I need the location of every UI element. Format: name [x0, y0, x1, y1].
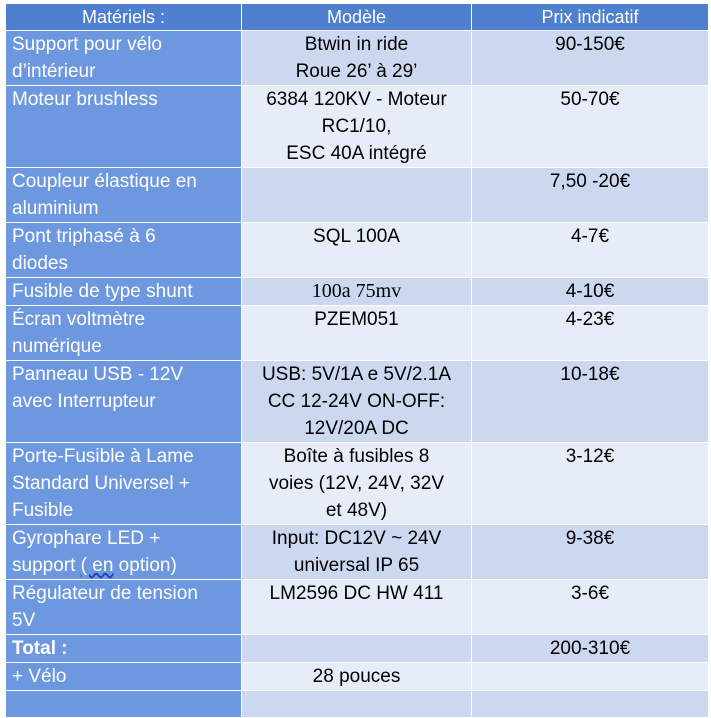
material-name: Porte-Fusible à Lame Standard Universel + Fusible	[6, 443, 242, 525]
model-cell	[242, 168, 472, 223]
model-cell	[242, 691, 472, 718]
price-cell: 50-70€	[472, 86, 709, 168]
material-name: Gyrophare LED + support ( en option)	[6, 525, 242, 580]
model-cell: Btwin in ride Roue 26’ à 29’	[242, 31, 472, 86]
price-cell: 3-6€	[472, 580, 709, 635]
table-row	[6, 580, 709, 635]
price-cell	[472, 691, 709, 718]
header-row	[6, 4, 709, 31]
table-row	[6, 663, 709, 691]
table-row	[6, 306, 709, 361]
price-cell: 9-38€	[472, 525, 709, 580]
price-cell: 3-12€	[472, 443, 709, 525]
table-row	[6, 691, 709, 718]
material-name: Support pour vélo d’intérieur	[6, 31, 242, 86]
model-cell: 6384 120KV - Moteur RC1/10, ESC 40A intégré	[242, 86, 472, 168]
total-row	[6, 635, 709, 663]
material-name: Régulateur de tension 5V	[6, 580, 242, 635]
model-cell: PZEM051	[242, 306, 472, 361]
table-row	[6, 31, 709, 86]
model-cell: 28 pouces	[242, 663, 472, 691]
header-model: Modèle	[242, 4, 472, 31]
total-price: 200-310€	[472, 635, 709, 663]
table-row	[6, 168, 709, 223]
model-cell	[242, 635, 472, 663]
price-cell: 4-10€	[472, 278, 709, 306]
material-name	[6, 691, 242, 718]
material-name: Panneau USB - 12V avec Interrupteur	[6, 361, 242, 443]
header-materials: Matériels :	[6, 4, 242, 31]
price-cell: 90-150€	[472, 31, 709, 86]
material-name: Pont triphasé à 6 diodes	[6, 223, 242, 278]
material-name: + Vélo	[6, 663, 242, 691]
table-row	[6, 361, 709, 443]
spellcheck-underline: ( en	[80, 555, 114, 576]
model-cell: 100a 75mv	[242, 278, 472, 306]
header-price: Prix indicatif	[472, 4, 709, 31]
material-name: Moteur brushless	[6, 86, 242, 168]
price-cell: 4-23€	[472, 306, 709, 361]
model-cell: Boîte à fusibles 8 voies (12V, 24V, 32V et 48V)	[242, 443, 472, 525]
material-name: Coupleur élastique en aluminium	[6, 168, 242, 223]
total-label: Total :	[6, 635, 242, 663]
material-name: Écran voltmètre numérique	[6, 306, 242, 361]
price-cell	[472, 663, 709, 691]
table-row	[6, 223, 709, 278]
material-name: Fusible de type shunt	[6, 278, 242, 306]
price-cell: 10-18€	[472, 361, 709, 443]
price-cell: 7,50 -20€	[472, 168, 709, 223]
materials-table	[5, 3, 709, 718]
price-cell: 4-7€	[472, 223, 709, 278]
table-row	[6, 525, 709, 580]
table-row	[6, 278, 709, 306]
table-row	[6, 86, 709, 168]
table-row	[6, 443, 709, 525]
model-cell: USB: 5V/1A e 5V/2.1A CC 12-24V ON-OFF: 12V/20A DC	[242, 361, 472, 443]
model-cell: SQL 100A	[242, 223, 472, 278]
model-cell: LM2596 DC HW 411	[242, 580, 472, 635]
model-cell: Input: DC12V ~ 24V universal IP 65	[242, 525, 472, 580]
